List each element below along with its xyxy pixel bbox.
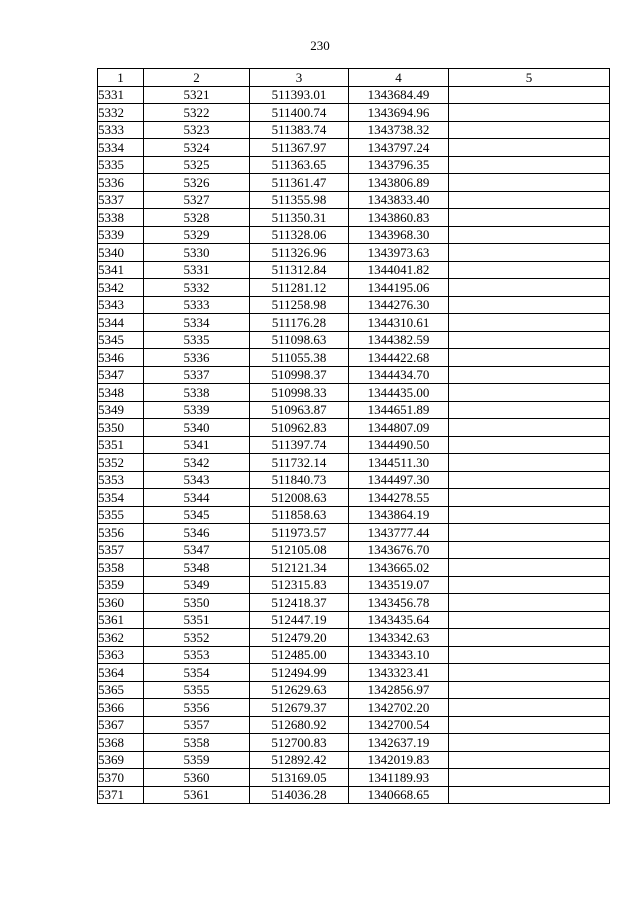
table-row [98, 786, 610, 804]
table-cell-col2: 5331 [144, 261, 250, 279]
table-cell-col3: 511328.06 [250, 226, 349, 244]
table-cell-col2: 5355 [144, 681, 250, 699]
table-cell-col3: 511363.65 [250, 156, 349, 174]
table-cell-col5 [449, 454, 610, 472]
table-cell-col2: 5349 [144, 576, 250, 594]
table-cell-col5 [449, 296, 610, 314]
table-cell-col2: 5339 [144, 401, 250, 419]
table-cell-col4: 1343435.64 [349, 611, 449, 629]
table-cell-col5 [449, 594, 610, 612]
table-cell-col5 [449, 436, 610, 454]
table-cell-col4: 1344435.00 [349, 384, 449, 402]
table-cell-col4: 1344434.70 [349, 366, 449, 384]
column-header-2: 2 [144, 69, 250, 87]
table-cell-col5 [449, 244, 610, 262]
table-cell-col1: 5365 [98, 681, 144, 699]
table-cell-col2: 5345 [144, 506, 250, 524]
table-row [98, 174, 610, 192]
table-cell-col5 [449, 471, 610, 489]
table-cell-col4: 1344310.61 [349, 314, 449, 332]
table-cell-col1: 5338 [98, 209, 144, 227]
page-number: 230 [310, 38, 330, 53]
table-cell-col5 [449, 174, 610, 192]
table-row [98, 681, 610, 699]
table-row [98, 541, 610, 559]
table-cell-col4: 1344497.30 [349, 471, 449, 489]
table-row [98, 156, 610, 174]
table-row [98, 314, 610, 332]
table-cell-col5 [449, 751, 610, 769]
table-cell-col2: 5346 [144, 524, 250, 542]
table-cell-col1: 5349 [98, 401, 144, 419]
table-cell-col3: 511258.98 [250, 296, 349, 314]
table-cell-col4: 1344278.55 [349, 489, 449, 507]
table-cell-col1: 5370 [98, 769, 144, 787]
table-cell-col4: 1344490.50 [349, 436, 449, 454]
table-cell-col2: 5358 [144, 734, 250, 752]
table-cell-col1: 5367 [98, 716, 144, 734]
table-cell-col3: 511397.74 [250, 436, 349, 454]
table-cell-col1: 5336 [98, 174, 144, 192]
table-cell-col3: 510998.33 [250, 384, 349, 402]
table-cell-col1: 5358 [98, 559, 144, 577]
table-cell-col2: 5321 [144, 86, 250, 104]
table-row [98, 454, 610, 472]
table-cell-col3: 511361.47 [250, 174, 349, 192]
table-cell-col2: 5334 [144, 314, 250, 332]
table-cell-col5 [449, 419, 610, 437]
table-row [98, 629, 610, 647]
table-cell-col5 [449, 646, 610, 664]
table-cell-col3: 512680.92 [250, 716, 349, 734]
table-cell-col1: 5363 [98, 646, 144, 664]
table-cell-col2: 5360 [144, 769, 250, 787]
table-cell-col4: 1342702.20 [349, 699, 449, 717]
table-cell-col5 [449, 664, 610, 682]
table-cell-col3: 511098.63 [250, 331, 349, 349]
table-cell-col2: 5328 [144, 209, 250, 227]
table-cell-col3: 510962.83 [250, 419, 349, 437]
table-cell-col3: 510998.37 [250, 366, 349, 384]
table-row [98, 594, 610, 612]
table-cell-col2: 5337 [144, 366, 250, 384]
table-cell-col4: 1343806.89 [349, 174, 449, 192]
table-cell-col2: 5342 [144, 454, 250, 472]
table-cell-col3: 512105.08 [250, 541, 349, 559]
header-row [98, 69, 610, 87]
table-cell-col5 [449, 629, 610, 647]
table-cell-col1: 5371 [98, 786, 144, 804]
table-cell-col5 [449, 86, 610, 104]
table-cell-col1: 5345 [98, 331, 144, 349]
table-cell-col3: 512679.37 [250, 699, 349, 717]
table-row [98, 471, 610, 489]
table-cell-col3: 511383.74 [250, 121, 349, 139]
table-cell-col2: 5357 [144, 716, 250, 734]
table-cell-col5 [449, 611, 610, 629]
table-cell-col4: 1343833.40 [349, 191, 449, 209]
table-cell-col5 [449, 156, 610, 174]
column-header-1: 1 [98, 69, 144, 87]
table-cell-col4: 1344276.30 [349, 296, 449, 314]
table-cell-col4: 1342856.97 [349, 681, 449, 699]
table-cell-col3: 514036.28 [250, 786, 349, 804]
table-cell-col2: 5348 [144, 559, 250, 577]
table-cell-col4: 1343968.30 [349, 226, 449, 244]
table-cell-col5 [449, 699, 610, 717]
table-cell-col3: 511055.38 [250, 349, 349, 367]
table-cell-col4: 1343676.70 [349, 541, 449, 559]
table-row [98, 349, 610, 367]
table-cell-col1: 5360 [98, 594, 144, 612]
table-cell-col4: 1343665.02 [349, 559, 449, 577]
table-cell-col2: 5351 [144, 611, 250, 629]
table-cell-col3: 511393.01 [250, 86, 349, 104]
table-cell-col3: 512485.00 [250, 646, 349, 664]
table-header [98, 69, 610, 87]
table-cell-col1: 5350 [98, 419, 144, 437]
table-cell-col1: 5348 [98, 384, 144, 402]
table-row [98, 699, 610, 717]
table-cell-col5 [449, 314, 610, 332]
table-row [98, 506, 610, 524]
column-header-4: 4 [349, 69, 449, 87]
table-cell-col4: 1343777.44 [349, 524, 449, 542]
table-cell-col2: 5335 [144, 331, 250, 349]
table-cell-col3: 511355.98 [250, 191, 349, 209]
table-cell-col3: 511400.74 [250, 104, 349, 122]
table-cell-col4: 1344041.82 [349, 261, 449, 279]
table-cell-col3: 512479.20 [250, 629, 349, 647]
table-cell-col4: 1343864.19 [349, 506, 449, 524]
table-cell-col5 [449, 506, 610, 524]
table-cell-col1: 5332 [98, 104, 144, 122]
table-cell-col1: 5359 [98, 576, 144, 594]
table-cell-col2: 5361 [144, 786, 250, 804]
table-cell-col5 [449, 139, 610, 157]
table-cell-col1: 5341 [98, 261, 144, 279]
table-cell-col1: 5346 [98, 349, 144, 367]
table-cell-col3: 511973.57 [250, 524, 349, 542]
table-cell-col1: 5361 [98, 611, 144, 629]
table-cell-col4: 1341189.93 [349, 769, 449, 787]
coordinates-table [97, 68, 610, 804]
table-cell-col3: 510963.87 [250, 401, 349, 419]
table-cell-col3: 511176.28 [250, 314, 349, 332]
table-cell-col1: 5369 [98, 751, 144, 769]
table-cell-col3: 511350.31 [250, 209, 349, 227]
table-cell-col4: 1343973.63 [349, 244, 449, 262]
table-row [98, 121, 610, 139]
table-cell-col2: 5323 [144, 121, 250, 139]
table-cell-col1: 5353 [98, 471, 144, 489]
table-row [98, 384, 610, 402]
table-cell-col1: 5352 [98, 454, 144, 472]
table-cell-col5 [449, 734, 610, 752]
table-cell-col3: 511840.73 [250, 471, 349, 489]
table-cell-col4: 1344651.89 [349, 401, 449, 419]
table-cell-col3: 511858.63 [250, 506, 349, 524]
table-cell-col5 [449, 576, 610, 594]
table-cell-col4: 1343456.78 [349, 594, 449, 612]
table-cell-col1: 5362 [98, 629, 144, 647]
table-cell-col4: 1343694.96 [349, 104, 449, 122]
table-cell-col2: 5356 [144, 699, 250, 717]
table-cell-col2: 5336 [144, 349, 250, 367]
table-row [98, 716, 610, 734]
table-body [98, 86, 610, 804]
table-cell-col1: 5343 [98, 296, 144, 314]
table-row [98, 191, 610, 209]
table-cell-col3: 511732.14 [250, 454, 349, 472]
table-cell-col1: 5334 [98, 139, 144, 157]
table-cell-col3: 511281.12 [250, 279, 349, 297]
table-row [98, 279, 610, 297]
table-cell-col5 [449, 191, 610, 209]
table-cell-col4: 1343796.35 [349, 156, 449, 174]
table-cell-col3: 511367.97 [250, 139, 349, 157]
table-cell-col5 [449, 261, 610, 279]
table-cell-col5 [449, 786, 610, 804]
table-row [98, 769, 610, 787]
table-cell-col2: 5359 [144, 751, 250, 769]
table-row [98, 139, 610, 157]
table-row [98, 366, 610, 384]
table-cell-col1: 5366 [98, 699, 144, 717]
table-cell-col4: 1344511.30 [349, 454, 449, 472]
table-row [98, 751, 610, 769]
table-cell-col1: 5333 [98, 121, 144, 139]
table-cell-col1: 5335 [98, 156, 144, 174]
table-row [98, 226, 610, 244]
table-cell-col1: 5351 [98, 436, 144, 454]
table-cell-col1: 5344 [98, 314, 144, 332]
table-cell-col5 [449, 559, 610, 577]
table-row [98, 419, 610, 437]
table-cell-col1: 5357 [98, 541, 144, 559]
table-row [98, 86, 610, 104]
table-cell-col2: 5325 [144, 156, 250, 174]
table-cell-col1: 5339 [98, 226, 144, 244]
table-cell-col4: 1342019.83 [349, 751, 449, 769]
table-cell-col3: 512418.37 [250, 594, 349, 612]
table-cell-col1: 5347 [98, 366, 144, 384]
table-cell-col2: 5327 [144, 191, 250, 209]
table-cell-col3: 512008.63 [250, 489, 349, 507]
table-cell-col3: 512121.34 [250, 559, 349, 577]
table-cell-col2: 5343 [144, 471, 250, 489]
table-row [98, 261, 610, 279]
column-header-5: 5 [449, 69, 610, 87]
table-cell-col3: 512315.83 [250, 576, 349, 594]
table-cell-col4: 1340668.65 [349, 786, 449, 804]
table-cell-col5 [449, 279, 610, 297]
table-cell-col2: 5347 [144, 541, 250, 559]
table-cell-col1: 5364 [98, 664, 144, 682]
column-header-3: 3 [250, 69, 349, 87]
table-cell-col5 [449, 524, 610, 542]
table-cell-col5 [449, 209, 610, 227]
table-cell-col2: 5354 [144, 664, 250, 682]
table-cell-col2: 5330 [144, 244, 250, 262]
table-cell-col5 [449, 681, 610, 699]
table-cell-col5 [449, 104, 610, 122]
table-cell-col5 [449, 401, 610, 419]
table-cell-col4: 1343738.32 [349, 121, 449, 139]
table-cell-col2: 5326 [144, 174, 250, 192]
table-row [98, 331, 610, 349]
table-cell-col5 [449, 541, 610, 559]
table-cell-col2: 5340 [144, 419, 250, 437]
table-cell-col4: 1343860.83 [349, 209, 449, 227]
table-cell-col3: 512447.19 [250, 611, 349, 629]
table-cell-col4: 1343797.24 [349, 139, 449, 157]
table-row [98, 244, 610, 262]
table-cell-col3: 511312.84 [250, 261, 349, 279]
table-cell-col4: 1343519.07 [349, 576, 449, 594]
table-cell-col3: 512629.63 [250, 681, 349, 699]
table-cell-col3: 511326.96 [250, 244, 349, 262]
table-cell-col2: 5324 [144, 139, 250, 157]
table-cell-col5 [449, 489, 610, 507]
table-cell-col4: 1344382.59 [349, 331, 449, 349]
table-cell-col1: 5368 [98, 734, 144, 752]
table-cell-col3: 512494.99 [250, 664, 349, 682]
table-cell-col4: 1343342.63 [349, 629, 449, 647]
table-cell-col5 [449, 716, 610, 734]
table-cell-col2: 5332 [144, 279, 250, 297]
table-cell-col2: 5329 [144, 226, 250, 244]
table-cell-col1: 5355 [98, 506, 144, 524]
table-cell-col4: 1343684.49 [349, 86, 449, 104]
table-cell-col5 [449, 769, 610, 787]
table-row [98, 524, 610, 542]
table-cell-col1: 5340 [98, 244, 144, 262]
table-cell-col3: 513169.05 [250, 769, 349, 787]
table-row [98, 646, 610, 664]
table-cell-col4: 1344422.68 [349, 349, 449, 367]
table-cell-col3: 512892.42 [250, 751, 349, 769]
table-row [98, 611, 610, 629]
table-cell-col5 [449, 331, 610, 349]
table-cell-col4: 1343343.10 [349, 646, 449, 664]
table-cell-col5 [449, 226, 610, 244]
table-cell-col1: 5337 [98, 191, 144, 209]
table-cell-col2: 5352 [144, 629, 250, 647]
table-row [98, 104, 610, 122]
table-cell-col1: 5342 [98, 279, 144, 297]
table-row [98, 664, 610, 682]
table-cell-col5 [449, 366, 610, 384]
table-row [98, 576, 610, 594]
table-cell-col1: 5354 [98, 489, 144, 507]
table-cell-col1: 5331 [98, 86, 144, 104]
table-row [98, 401, 610, 419]
table-cell-col2: 5341 [144, 436, 250, 454]
table-cell-col4: 1342700.54 [349, 716, 449, 734]
table-cell-col5 [449, 349, 610, 367]
table-row [98, 559, 610, 577]
table-row [98, 489, 610, 507]
table-cell-col5 [449, 121, 610, 139]
table-cell-col3: 512700.83 [250, 734, 349, 752]
table-cell-col2: 5338 [144, 384, 250, 402]
table-cell-col4: 1344807.09 [349, 419, 449, 437]
table-cell-col1: 5356 [98, 524, 144, 542]
table-cell-col2: 5353 [144, 646, 250, 664]
table-cell-col4: 1342637.19 [349, 734, 449, 752]
table-cell-col5 [449, 384, 610, 402]
table-cell-col2: 5344 [144, 489, 250, 507]
table-cell-col4: 1344195.06 [349, 279, 449, 297]
table-row [98, 436, 610, 454]
table-cell-col2: 5333 [144, 296, 250, 314]
table-row [98, 296, 610, 314]
table-row [98, 209, 610, 227]
table-row [98, 734, 610, 752]
table-cell-col2: 5350 [144, 594, 250, 612]
table-cell-col2: 5322 [144, 104, 250, 122]
table-cell-col4: 1343323.41 [349, 664, 449, 682]
